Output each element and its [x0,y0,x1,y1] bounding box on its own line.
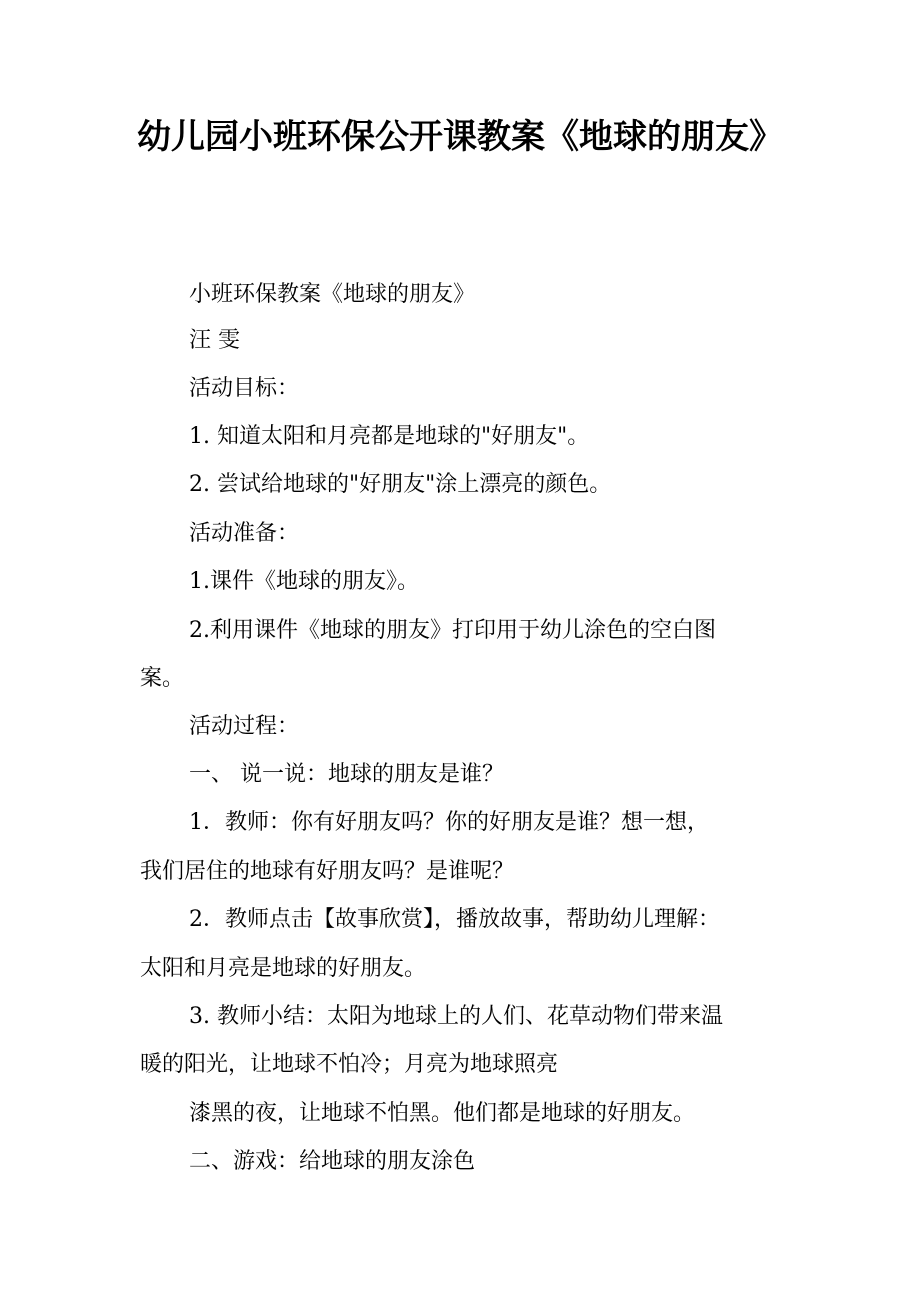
paragraph-line: 一、 说一说：地球的朋友是谁？ [189,762,504,787]
subtitle-line: 小班环保教案《地球的朋友》 [189,282,476,307]
section-heading: 二、游戏：给地球的朋友涂色 [189,1149,476,1174]
paragraph-line: 1.课件《地球的朋友》。 [189,569,419,594]
author-line: 汪 雯 [189,328,240,353]
paragraph-line: 2. 尝试给地球的"好朋友"涂上漂亮的颜色。 [189,472,612,497]
paragraph-line: 漆黑的夜，让地球不怕黑。他们都是地球的好朋友。 [189,1101,696,1126]
paragraph-line: 2．教师点击【故事欣赏】，播放故事，帮助幼儿理解： [189,907,720,932]
paragraph-line: 我们居住的地球有好朋友吗？是谁呢？ [140,859,515,884]
paragraph-line: 1．教师：你有好朋友吗？你的好朋友是谁？想一想， [189,810,709,835]
document-title: 幼儿园小班环保公开课教案《地球的朋友》 [137,117,783,157]
paragraph-line: 3. 教师小结：太阳为地球上的人们、花草动物们带来温 [189,1004,723,1029]
section-heading: 活动准备： [189,521,300,546]
section-heading: 活动目标： [189,376,300,401]
section-heading: 活动过程： [189,714,300,739]
paragraph-line: 2.利用课件《地球的朋友》打印用于幼儿涂色的空白图 [189,618,716,643]
paragraph-line: 太阳和月亮是地球的好朋友。 [140,956,427,981]
paragraph-line: 案。 [140,666,185,691]
paragraph-line: 1. 知道太阳和月亮都是地球的"好朋友"。 [189,424,590,449]
paragraph-line: 暖的阳光，让地球不怕冷；月亮为地球照亮 [140,1052,559,1077]
